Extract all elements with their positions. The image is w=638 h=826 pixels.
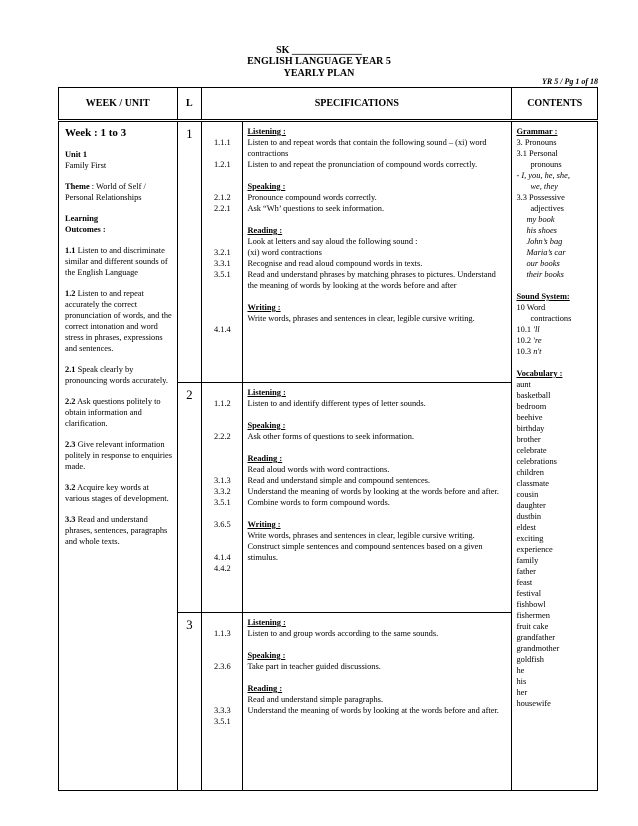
learning-outcome: 2.1 Speak clearly by pronouncing words accurately. [65,365,168,385]
lesson-number: 3 [177,613,202,791]
vocabulary-item: his [516,677,527,686]
lesson-number: 1 [177,121,202,383]
outcomes-list [65,245,173,547]
learning-outcome: 3.2 Acquire key words at various stages of development. [65,483,169,503]
vocabulary-item: festival [516,589,542,598]
lesson-specifications: Listening : Listen to and repeat words that contain the following sound – (xi) word contractions Listen to and repeat the pronunciation of compound words correctly. Speaking : Pronounce compound words correctly. Ask “Wh’ questions to seek information. Reading : Look at letters and say aloud the following sound : (xi) word contractions Recognise and read aloud compound words in texts. Read and understand phrases by matching phrases to pictures. Understand the meaning of words by looking at the words before and after Writing : Write words, phrases and sentences in clear, legible cursive writing. [243,121,512,383]
vocabulary-item: birthday [516,424,545,433]
header-contents: CONTENTS [512,88,598,121]
vocabulary-item: grandmother [516,644,560,653]
possessive-example: his shoes [526,226,557,235]
lesson-codes: 1.1.3 2.3.6 3.3.3 3.5.1 [202,613,243,791]
learning-outcomes-label: Learning [65,214,99,223]
school-name: SK ______________ [276,45,362,56]
vocabulary-item: celebrate [516,446,547,455]
vocabulary-item: grandfather [516,633,556,642]
unit-name: Family First [65,161,107,170]
yearly-plan-table [58,87,598,791]
vocabulary-item: dustbin [516,512,542,521]
learning-outcome: 1.1 Listen to and discriminate similar and different sounds of the English Language [65,246,168,277]
header-week-unit: WEEK / UNIT [59,88,178,121]
page-indicator: YR 5 / Pg 1 of 18 [542,77,598,86]
plan-title: YEARLY PLAN [283,68,355,79]
lesson-specifications: Listening : Listen to and group words according to the same sounds. Speaking : Take part in teacher guided discussions. Reading : Read and understand simple paragraphs. Understand the meaning of words by looking at the words before and after. [243,613,512,791]
vocabulary-item: goldfish [516,655,544,664]
week-unit-cell [59,121,178,791]
lesson-number: 2 [177,383,202,613]
lesson-specifications: Listening : Listen to and identify different types of letter sounds. Speaking : Ask other forms of questions to seek information. Reading : Read aloud words with word contractions. Read and understand simple and compound sentences. Understand the meaning of words by looking at the words before and after. Combine words to form compound words. Writing : Write words, phrases and sentences in clear, legible cursive writing. Construct simple sentences and compound sentences based on a given stimulus. [243,383,512,613]
vocabulary-item: cousin [516,490,539,499]
vocabulary-item: father [516,567,536,576]
vocabulary-item: aunt [516,380,531,389]
lesson-codes: 1.1.2 2.2.2 3.1.3 3.3.2 3.5.1 3.6.5 4.1.4 4.4.2 [202,383,243,613]
vocabulary-item: he [516,666,525,675]
table-header-row [59,88,598,121]
theme: Theme : World of Self / Personal Relationships [65,182,146,202]
vocabulary-item: eldest [516,523,536,532]
vocabulary-item: fishermen [516,611,550,620]
vocabulary-item: bedroom [516,402,547,411]
learning-outcome: 3.3 Read and understand phrases, sentences, paragraphs and whole texts. [65,515,168,546]
learning-outcome: 2.3 Give relevant information politely in response to enquiries made. [65,440,172,471]
learning-outcomes-label2: Outcomes : [65,225,106,234]
vocabulary-item: her [516,688,528,697]
vocabulary-item: experience [516,545,553,554]
week-title: Week : 1 to 3 [65,127,127,139]
vocabulary-item: housewife [516,699,551,708]
header-specifications: SPECIFICATIONS [202,88,512,121]
header-l: L [177,88,202,121]
vocabulary-item: classmate [516,479,549,488]
contents-cell: Grammar : 3. Pronouns 3.1 Personal pronouns - I, you, he, she, we, they 3.3 Possessive adjectives my book his shoes John’s bag Maria’s car our books their books Sound System: 10 Word contractions 10.1 'll 10.2 're 10.3 n't Vocabulary : aunt basketball bedroom beehive birthday brother celebrate celebrations children classmate cousin daughter dustbin eldest exciting experience family father feast festival fishbowl fishermen fruit cake grandfather grandmother goldfish he his her housewife [512,121,598,791]
subject-title: ENGLISH LANGUAGE YEAR 5 [247,56,391,67]
vocabulary-item: feast [516,578,533,587]
vocabulary-item: family [516,556,539,565]
unit-number: Unit 1 [65,150,88,159]
lesson-row [59,121,598,383]
vocabulary-item: fruit cake [516,622,549,631]
vocabulary-item: fishbowl [516,600,546,609]
possessive-example: John’s bag [526,237,563,246]
learning-outcome: 1.2 Listen to and repeat accurately the correct pronunciation of words, and the correct intonation and word stress in phrases, expressions and sentences. [65,289,172,353]
vocabulary-item: beehive [516,413,543,422]
learning-outcome: 2.2 Ask questions politely to obtain information and clarification. [65,397,161,428]
vocabulary-item: basketball [516,391,551,400]
vocabulary-item: exciting [516,534,544,543]
vocabulary-item: children [516,468,544,477]
vocabulary-item: brother [516,435,541,444]
vocabulary-item: celebrations [516,457,557,466]
possessive-example: my book [526,215,555,224]
lesson-codes: 1.1.1 1.2.1 2.1.2 2.2.1 3.2.1 3.3.1 3.5.1 4.1.4 [202,121,243,383]
possessive-example: Maria’s car [526,248,566,257]
possessive-example: their books [526,270,564,279]
possessive-example: our books [526,259,560,268]
vocabulary-item: daughter [516,501,546,510]
